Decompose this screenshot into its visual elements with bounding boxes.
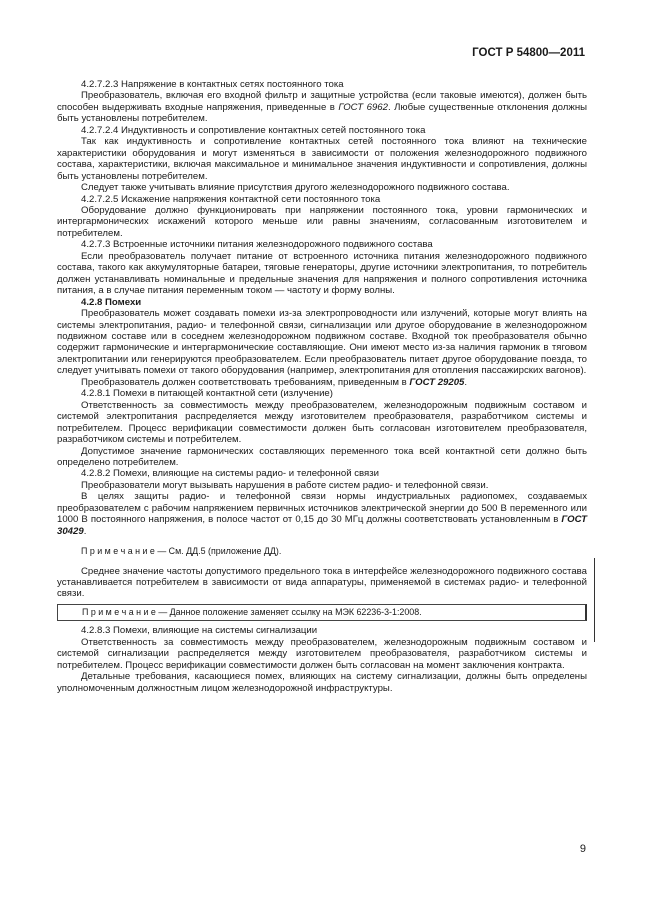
paragraph: Допустимое значение гармонических составляющих переменного тока всей контактной сети должно быть определено потребителем. [57, 445, 587, 468]
paragraph: Ответственность за совместимость между преобразователем, железнодорожным подвижным составом и системой сигнализации распределяется между изготовителем преобразователя, разработчиком системы и потребителем. Процесс верификации совместимости должен быть согласован на момент заключения контракта. [57, 636, 587, 671]
text: . [464, 376, 468, 388]
page-body [57, 79, 587, 694]
clause-heading: 4.2.7.2.4 Индуктивность и сопротивление контактных сетей постоянного тока [81, 124, 426, 136]
clause-heading: 4.2.8.3 Помехи, влияющие на системы сигнализации [81, 625, 318, 637]
standard-reference: ГОСТ 6962 [338, 101, 388, 113]
paragraph: Преобразователи могут вызывать нарушения в работе систем радио- и телефонной связи. [81, 479, 489, 491]
paragraph: Детальные требования, касающиеся помех, влияющих на систему сигнализации, должны быть определены уполномоченным должностным лицом железнодорожной инфраструктуры. [57, 671, 587, 694]
note: П р и м е ч а н и е — См. ДД.5 (приложение ДД). [81, 546, 282, 557]
paragraph: Следует также учитывать влияние присутствия другого железнодорожного подвижного состава. [81, 182, 510, 194]
clause-heading: 4.2.7.2.3 Напряжение в контактных сетях постоянного тока [81, 79, 344, 90]
clause-heading: 4.2.7.2.5 Искажение напряжения контактной сети постоянного тока [81, 193, 381, 205]
standard-reference: ГОСТ 29205 [409, 376, 465, 388]
paragraph [57, 90, 587, 124]
paragraph [57, 377, 587, 388]
paragraph: Оборудование должно функционировать при напряжении постоянного тока, уровни гармонических и интергармонических искажений которого меньше или равны значениям, согласованным изготовителем и потребителем. [57, 204, 587, 239]
paragraph: Преобразователь может создавать помехи из-за электропроводности или излучений, которые могут влиять на системы электропитания, радио- и телефонной связи, сигнализации или другое оборудование в железнодорожном подвижном составе или в соседнем железнодорожном подвижном составе. Входной ток преобразователя обычно содержит гармонические и интергармонические составляющие. Они имеют место из-за наличия гармоник в тяговом электропитании или генерируются преобразователем. Если преобразователь питает другое оборудование поезда, то следует учитывать помехи от такого оборудования (например, электропитания для отопления пассажирских вагонов). [57, 308, 587, 377]
text: Преобразователь, включая его входной фильтр и защитные устройства (если таковые имеются), должен быть способен выдерживать входные напряжения, приведенные в [57, 90, 587, 113]
clause-heading: 4.2.8.1 Помехи в питающей контактной сети (излучение) [81, 388, 333, 400]
paragraph: Среднее значение частоты допустимого предельного тока в интерфейсе железнодорожного подвижного состава устанавливается потребителем в зависимости от вида аппаратуры, применяемой в системах радио- и телефонной связи. [57, 565, 587, 600]
paragraph: Ответственность за совместимость между преобразователем, железнодорожным подвижным составом и системой электропитания распределяется между изготовителем преобразователя, разработчиком системы и потребителем. Процесс верификации совместимости должен быть согласован изготовителем преобразователя, разработчиком системы и потребителем. [57, 399, 587, 446]
paragraph [57, 491, 587, 537]
text: В целях защиты радио- и телефонной связи нормы индустриальных радиопомех, создаваемых преобразователем с рабочим напряжением первичных источников электрической энергии до 500 В переменного или 1000 В постоянного напряжения, в полосе частот от 0,15 до 30 МГц должны соответствовать установленным в [57, 491, 587, 526]
section-heading: 4.2.8 Помехи [81, 296, 142, 308]
text: . [83, 525, 87, 537]
standard-reference: ГОСТ 30429 [57, 514, 587, 537]
paragraph: Так как индуктивность и сопротивление контактных сетей постоянного тока влияют на технические характеристики оборудования и могут изменяться в зависимости от положения железнодорожного подвижного состава, характеристики, включая максимальное и минимальное значения индуктивности и сопротивления, должны быть установлены потребителем. [57, 136, 587, 182]
paragraph: Если преобразователь получает питание от встроенного источника питания железнодорожного подвижного состава, такого как аккумуляторные батареи, тяговые генераторы, другие источники электропитания, то потребитель должен устанавливать номинальные и предельные значения для напряжения и полного сопротивления источника питания, а в случае питания переменным током — частоту и форму волны. [57, 250, 587, 297]
text: Преобразователь должен соответствовать требованиям, приведенным в [81, 376, 410, 388]
clause-heading: 4.2.7.3 Встроенные источники питания железнодорожного подвижного состава [81, 239, 433, 251]
change-bar [594, 558, 595, 642]
page-number: 9 [579, 843, 586, 855]
boxed-note: П р и м е ч а н и е — Данное положение заменяет ссылку на МЭК 62236-3-1:2008. [57, 604, 587, 621]
document-code: ГОСТ Р 54800—2011 [472, 47, 585, 59]
text: . Любые существенные отклонения должны быть установлены потребителем. [57, 101, 588, 125]
clause-heading: 4.2.8.2 Помехи, влияющие на системы радио- и телефонной связи [81, 468, 379, 480]
